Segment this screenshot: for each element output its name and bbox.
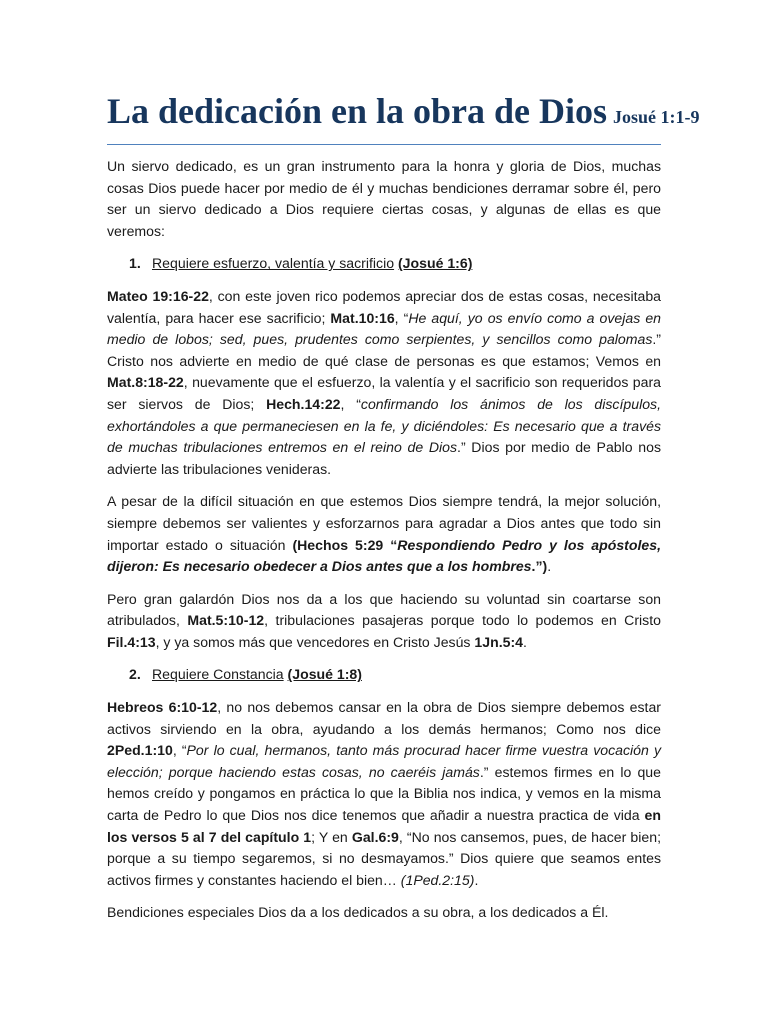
ref-hechos5: (Hechos 5:29 “ bbox=[292, 536, 398, 553]
ref-2ped: 2Ped.1:10 bbox=[107, 742, 173, 759]
section-2-title: Requiere Constancia bbox=[152, 666, 284, 683]
section-2-paragraph-1 bbox=[107, 697, 661, 891]
quote-2ped: Por lo cual, hermanos, tanto más procurad hacer firme vuestra vocación y elección; porque haciendo estas cosas, no caeréis jamás bbox=[107, 742, 661, 780]
text: , tribulaciones pasajeras porque todo lo podemos en Cristo bbox=[264, 612, 661, 629]
text: . bbox=[547, 558, 552, 575]
ref-gal: Gal.6:9 bbox=[351, 828, 399, 845]
section-1-paragraph-3 bbox=[107, 589, 661, 654]
text: Pero gran galardón Dios nos da a los que haciendo su voluntad sin coartarse son atribulados, bbox=[107, 590, 661, 629]
page-title bbox=[107, 91, 700, 136]
ref-mat8: Mat.8:18-22 bbox=[107, 374, 184, 391]
ref-heb: Hebreos 6:10-12 bbox=[107, 699, 218, 716]
text: , “ bbox=[172, 742, 187, 759]
section-1-heading bbox=[107, 253, 661, 275]
section-1-ref: (Josué 1:6) bbox=[397, 255, 473, 272]
text: , “ bbox=[340, 395, 361, 412]
document-body bbox=[107, 156, 661, 935]
intro-paragraph: Un siervo dedicado, es un gran instrumento para la honra y gloria de Dios, muchas cosas Dios puede hacer por medio de él y muchas bendiciones derramar sobre él, pero ser un siervo dedicado a Dios requiere ciertas cosas, y algunas de ellas es que veremos: bbox=[107, 158, 661, 239]
section-1-title: Requiere esfuerzo, valentía y sacrificio bbox=[152, 255, 395, 272]
title-reference: Josué 1:1-9 bbox=[613, 107, 700, 127]
text: . bbox=[474, 871, 479, 888]
text: , con este joven rico podemos apreciar dos de estas cosas, necesitaba valentía, para hacer ese sacrificio; bbox=[107, 287, 661, 326]
text: . bbox=[522, 633, 527, 650]
quote-mat10: He aquí, yo os envío como a ovejas en medio de lobos; sed, pues, prudentes como serpientes, y sencillos como palomas bbox=[107, 309, 661, 348]
closing-paragraph: Bendiciones especiales Dios da a los dedicados a su obra, a los dedicados a Él. bbox=[107, 904, 609, 921]
section-1-paragraph-2 bbox=[107, 491, 661, 577]
text: , y ya somos más que vencedores en Cristo Jesús bbox=[155, 633, 475, 650]
ref-versos: en los versos 5 al 7 del capítulo 1 bbox=[107, 807, 661, 845]
text: , nuevamente que el esfuerzo, la valentía y el sacrificio son requeridos para ser siervos de Dios; bbox=[107, 374, 661, 412]
text: ; Y en bbox=[311, 828, 352, 845]
text: , “ bbox=[394, 309, 409, 326]
section-2-number: 2. bbox=[129, 666, 141, 683]
section-2-heading bbox=[107, 664, 661, 686]
text: .” estemos firmes en lo que hemos creído y pongamos en práctica lo que la Biblia nos indica, y vemos en la misma carta de Pedro lo que Dios nos dice tenemos que añadir a nuestra practica de vida bbox=[107, 763, 661, 824]
text: , no nos debemos cansar en la obra de Dios siempre debemos estar activos sirviendo en la obra, ayudando a los demás hermanos; Como nos dice bbox=[107, 699, 662, 737]
ref-1ped: (1Ped.2:15) bbox=[400, 871, 475, 888]
section-1-number: 1. bbox=[129, 255, 141, 272]
ref-hech: Hech.14:22 bbox=[266, 395, 341, 412]
ref-mat5: Mat.5:10-12 bbox=[187, 612, 265, 629]
ref-close: .”) bbox=[531, 558, 548, 575]
ref-fil: Fil.4:13 bbox=[107, 633, 156, 650]
text: .” Cristo nos advierte en medio de qué clase de personas es que estamos; Vemos en bbox=[107, 331, 661, 369]
ref-mat10: Mat.10:16 bbox=[330, 309, 395, 326]
text: A pesar de la difícil situación en que estemos Dios siempre tendrá, la mejor solución, siempre debemos ser valientes y esforzarnos para agradar a Dios antes que todo sin importar estado o situación bbox=[107, 493, 661, 553]
quote-hechos5: Respondiendo Pedro y los apóstoles, dijeron: Es necesario obedecer a Dios antes que a los hombres bbox=[107, 536, 661, 575]
section-2-ref: (Josué 1:8) bbox=[287, 666, 362, 683]
title-text: La dedicación en la obra de Dios bbox=[107, 91, 608, 131]
text: , “No nos cansemos, pues, de hacer bien; porque a su tiempo segaremos, si no desmayamos.” Dios quiere que seamos entes activos firmes y constantes haciendo el bien… bbox=[107, 828, 661, 888]
text: .” Dios por medio de Pablo nos advierte las tribulaciones venideras. bbox=[107, 439, 661, 477]
section-1-paragraph-1 bbox=[107, 286, 661, 480]
ref-jn: 1Jn.5:4 bbox=[474, 633, 523, 650]
quote-hech: confirmando los ánimos de los discípulos, exhortándoles a que permaneciesen en la fe, y diciéndoles: Es necesario que a través de muchas tribulaciones entremos en el reino de Dios bbox=[107, 395, 661, 456]
ref-mateo: Mateo 19:16-22 bbox=[107, 287, 209, 304]
title-block bbox=[107, 91, 700, 145]
